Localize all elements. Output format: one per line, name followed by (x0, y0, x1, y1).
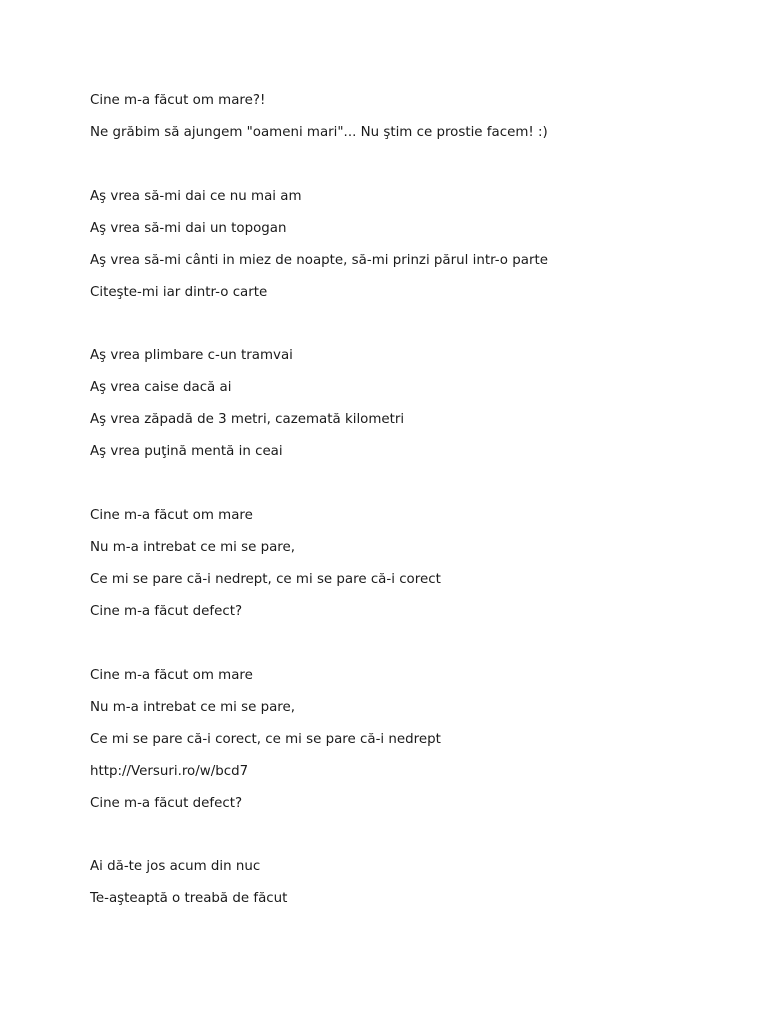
lyric-line: Nu m-a intrebat ce mi se pare, (90, 540, 295, 555)
lyric-line: Ce mi se pare că-i corect, ce mi se pare că-i nedrept (90, 732, 441, 747)
lyric-line: Aş vrea să-mi dai ce nu mai am (90, 189, 302, 204)
lyric-line: Aş vrea plimbare c-un tramvai (90, 348, 293, 363)
lyric-line: Aş vrea zăpadă de 3 metri, cazemată kilometri (90, 412, 405, 427)
lyric-line: Cine m-a făcut defect? (90, 604, 243, 619)
lyric-line: Ce mi se pare că-i nedrept, ce mi se pare că-i corect (90, 572, 441, 587)
lyric-line: Te-aşteaptă o treabă de făcut (90, 891, 288, 906)
title-line: Cine m-a făcut om mare?! (90, 93, 266, 108)
lyric-line: Cine m-a făcut defect? (90, 796, 243, 811)
lyric-line: Citeşte-mi iar dintr-o carte (90, 285, 268, 300)
lyric-line: Ai dă-te jos acum din nuc (90, 859, 261, 874)
lyric-line: Cine m-a făcut om mare (90, 508, 253, 523)
lyric-line: Aş vrea puţină mentă in ceai (90, 444, 283, 459)
lyric-line: Cine m-a făcut om mare (90, 668, 253, 683)
source-url-line: http://Versuri.ro/w/bcd7 (90, 764, 249, 779)
lyric-line: Aş vrea caise dacă ai (90, 380, 232, 395)
lyric-line: Nu m-a intrebat ce mi se pare, (90, 700, 295, 715)
lyric-line: Aş vrea să-mi dai un topogan (90, 221, 287, 236)
subtitle-line: Ne grăbim să ajungem "oameni mari"... Nu ştim ce prostie facem! :) (90, 125, 548, 140)
lyric-line: Aş vrea să-mi cânti in miez de noapte, să-mi prinzi părul intr-o parte (90, 253, 548, 268)
